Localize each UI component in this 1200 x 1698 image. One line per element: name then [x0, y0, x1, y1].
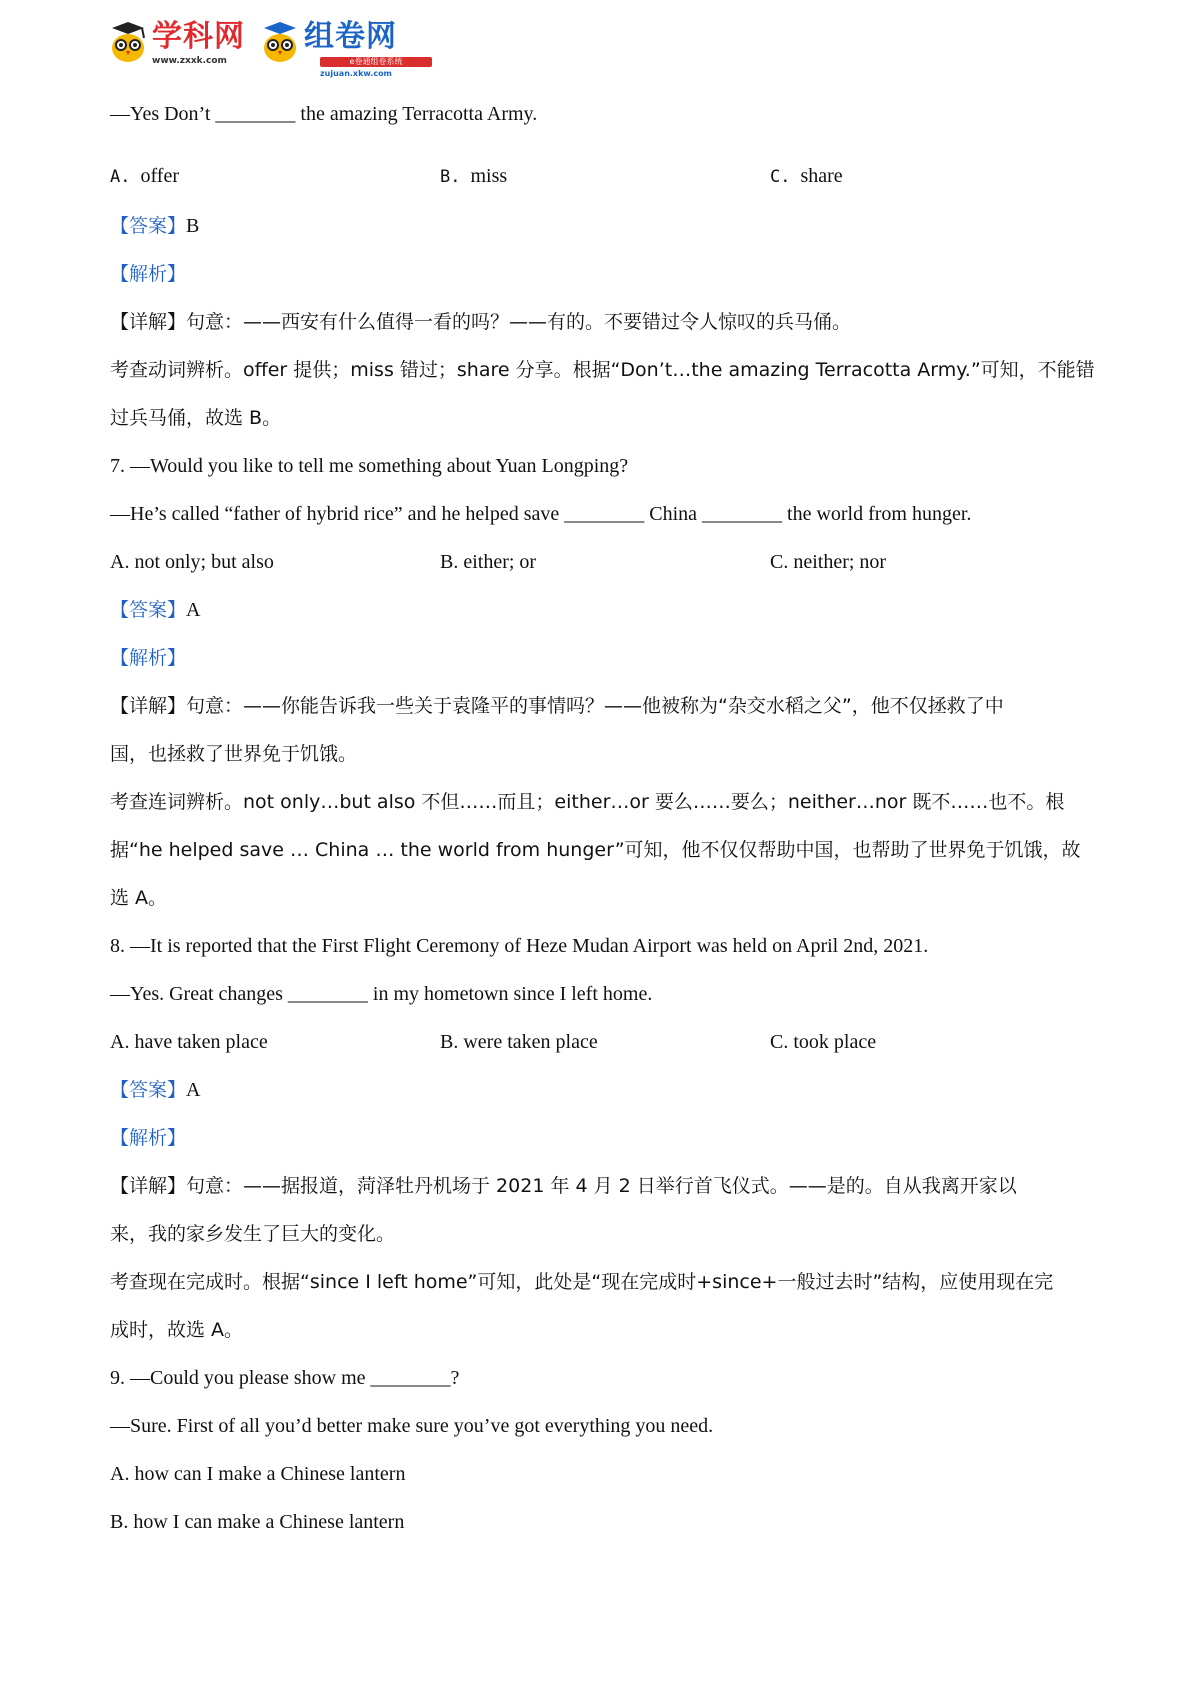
zujuan-logo — [260, 16, 410, 78]
answer-tag: 【答案】 — [110, 1079, 187, 1101]
q8-detail-2: 来，我的家乡发生了巨大的变化。 — [110, 1223, 396, 1245]
detail-tag: 【详解】 — [110, 1175, 187, 1197]
q7-detail-5: 选 A。 — [110, 887, 168, 909]
owl-mascot-icon — [108, 20, 148, 64]
q7-detail-3: 考查连词辨析。not only…but also 不但……而且；either…or 要么……要么；neither…nor 既不……也不。根 — [110, 791, 1065, 813]
analysis-tag: 【解析】 — [110, 263, 187, 285]
q8-answer — [110, 1076, 1100, 1104]
answer-value: B — [186, 215, 200, 237]
q8-detail-4: 成时，故选 A。 — [110, 1319, 244, 1341]
answer-tag: 【答案】 — [110, 215, 187, 237]
q8-option-a: A. have taken place — [110, 1031, 268, 1053]
detail-text: 句意：——据报道，菏泽牡丹机场于 2021 年 4 月 2 日举行首飞仪式。——是的。自从我离开家以 — [186, 1175, 1017, 1197]
q7-stem: 7. —Would you like to tell me something about Yuan Longping? — [110, 455, 629, 477]
q7-analysis — [110, 644, 1100, 672]
q9-stem: 9. —Could you please show me ________? — [110, 1367, 460, 1389]
q6-detail-1 — [110, 308, 1100, 336]
q6-option-b — [440, 162, 507, 191]
q6-answer — [110, 212, 1100, 240]
q7-detail-4: 据“he helped save … China … the world from hunger”可知，他不仅仅帮助中国，也帮助了世界免于饥饿，故 — [110, 839, 1081, 861]
q6-reply-line: —Yes Don’t ________ the amazing Terracotta Army. — [110, 103, 538, 125]
answer-tag: 【答案】 — [110, 599, 187, 621]
q8-detail-1 — [110, 1172, 1100, 1200]
option-text: miss — [470, 165, 508, 187]
option-letter: C. — [770, 167, 791, 187]
owl-mascot-icon — [260, 20, 300, 64]
q6-option-c — [770, 162, 843, 191]
q8-reply-line: —Yes. Great changes ________ in my hometown since I left home. — [110, 983, 653, 1005]
q7-reply-line: —He’s called “father of hybrid rice” and he helped save ________ China ________ the world from hunger. — [110, 503, 972, 525]
detail-text: 句意：——西安有什么值得一看的吗？——有的。不要错过令人惊叹的兵马俑。 — [186, 311, 852, 333]
analysis-tag: 【解析】 — [110, 647, 187, 669]
detail-text: 句意：——你能告诉我一些关于袁隆平的事情吗？——他被称为“杂交水稻之父”，他不仅拯救了中 — [186, 695, 1004, 717]
q8-stem: 8. —It is reported that the First Flight Ceremony of Heze Mudan Airport was held on April 2nd, 2021. — [110, 935, 929, 957]
q7-answer — [110, 596, 1100, 624]
answer-value: A — [186, 599, 201, 621]
q9-reply-line: —Sure. First of all you’d better make sure you’ve got everything you need. — [110, 1415, 714, 1437]
zujuan-logo-url: zujuan.xkw.com — [320, 69, 392, 78]
q9-option-b: B. how I can make a Chinese lantern — [110, 1511, 405, 1533]
q6-analysis — [110, 260, 1100, 288]
q6-detail-3: 过兵马俑，故选 B。 — [110, 407, 282, 429]
q9-option-a: A. how can I make a Chinese lantern — [110, 1463, 406, 1485]
q8-analysis — [110, 1124, 1100, 1152]
zxxk-logo-text: 学科网 — [152, 19, 245, 54]
option-letter: A. — [110, 167, 131, 187]
detail-tag: 【详解】 — [110, 311, 187, 333]
answer-value: A — [186, 1079, 201, 1101]
q8-option-b: B. were taken place — [440, 1031, 598, 1053]
zujuan-logo-text: 组卷网 — [304, 19, 397, 54]
q7-option-a: A. not only; but also — [110, 551, 274, 573]
q8-option-c: C. took place — [770, 1031, 877, 1053]
q6-option-a — [110, 162, 179, 191]
q7-detail-2: 国，也拯救了世界免于饥饿。 — [110, 743, 358, 765]
option-text: offer — [140, 165, 179, 187]
zxxk-logo — [108, 16, 248, 72]
option-text: share — [800, 165, 843, 187]
q6-detail-2: 考查动词辨析。offer 提供；miss 错过；share 分享。根据“Don’t…the amazing Terracotta Army.”可知，不能错 — [110, 359, 1095, 381]
q7-detail-1 — [110, 692, 1100, 720]
q8-detail-3: 考查现在完成时。根据“since I left home”可知，此处是“现在完成时+since+一般过去时”结构，应使用现在完 — [110, 1271, 1054, 1293]
q7-option-c: C. neither; nor — [770, 551, 887, 573]
zxxk-logo-url: www.zxxk.com — [152, 56, 227, 66]
analysis-tag: 【解析】 — [110, 1127, 187, 1149]
header-logos — [108, 16, 428, 78]
option-letter: B. — [440, 167, 461, 187]
detail-tag: 【详解】 — [110, 695, 187, 717]
zujuan-logo-badge: e卷通组卷系统 — [320, 57, 432, 67]
q7-option-b: B. either; or — [440, 551, 537, 573]
